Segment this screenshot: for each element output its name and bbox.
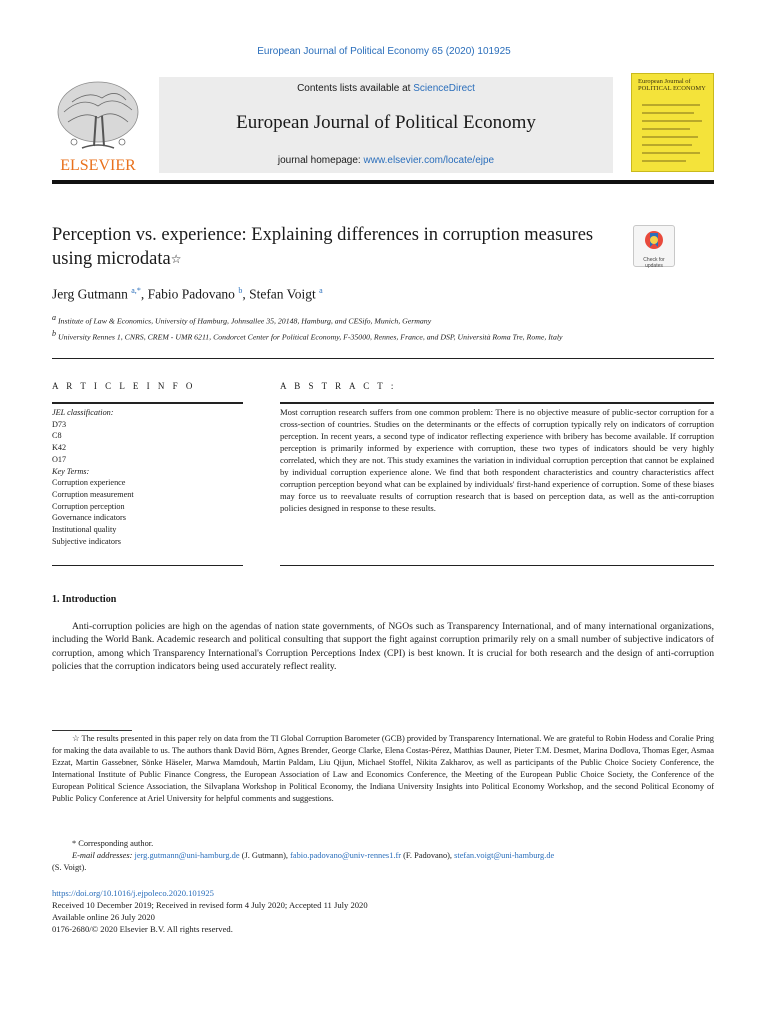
elsevier-logo (52, 76, 144, 176)
correspondence-block (52, 838, 714, 874)
copyright-line: 0176-2680/© 2020 Elsevier B.V. All rights reserved. (52, 924, 233, 934)
corresponding-author-marker[interactable]: * (136, 286, 141, 295)
keywords-label: Key Terms: (52, 466, 90, 476)
author-affiliation-marker[interactable]: a, (131, 286, 137, 295)
journal-homepage-link[interactable]: www.elsevier.com/locate/ejpe (363, 155, 495, 166)
sciencedirect-link[interactable]: ScienceDirect (413, 83, 475, 94)
affiliation-text: University Rennes 1, CNRS, CREM - UMR 6211, Condorcet Center for Political Economy, F-35000, Rennes, France, and DSP, Università Roma Tre, Rome, Italy (57, 332, 563, 342)
abstract-rule (280, 402, 714, 404)
cover-title: European Journal of POLITICAL ECONOMY (638, 78, 706, 92)
author-name[interactable]: Fabio Padovano (147, 286, 235, 302)
author-affiliation-marker[interactable]: b (238, 286, 243, 295)
jel-code: K42 (52, 443, 67, 453)
received-dates: Received 10 December 2019; Received in revised form 4 July 2020; Accepted 11 July 2020 (52, 900, 368, 910)
email-owner: (F. Padovano), (401, 851, 455, 860)
title-footnote-star[interactable]: ☆ (170, 252, 182, 266)
introduction-heading: 1. Introduction (52, 594, 117, 605)
doi-link[interactable]: https://doi.org/10.1016/j.ejpoleco.2020.101925 (52, 888, 214, 898)
contents-available-line (159, 83, 613, 94)
author-list: Jerg Gutmann $^{a,*}$, Fabio Padovano $^b$, Stefan Voigt $^a$ (52, 286, 323, 302)
journal-header (159, 77, 613, 173)
article-info-label: A R T I C L E I N F O (52, 381, 196, 391)
affiliation-item (52, 312, 612, 328)
keyword[interactable]: Subjective indicators (52, 536, 121, 546)
keyword[interactable]: Corruption experience (52, 478, 126, 488)
affiliation-key: b (52, 328, 56, 338)
journal-title: European Journal of Political Economy (236, 112, 536, 133)
keyword[interactable]: Institutional quality (52, 525, 117, 535)
author-name[interactable]: Stefan Voigt (249, 286, 316, 302)
keyword[interactable]: Governance indicators (52, 513, 126, 523)
article-info-rule (52, 402, 243, 404)
available-online: Available online 26 July 2020 (52, 912, 155, 922)
corresponding-author-note: * Corresponding author. (72, 839, 154, 848)
affiliations (52, 312, 612, 343)
email-link-voigt[interactable]: stefan.voigt@uni-hamburg.de (454, 851, 555, 860)
article-info (52, 407, 247, 547)
jel-code: O17 (52, 454, 67, 464)
author-affiliation-marker[interactable]: a (319, 286, 323, 295)
keyword[interactable]: Corruption measurement (52, 489, 134, 499)
article-info-bottom-rule (52, 565, 243, 566)
affiliation-text: Institute of Law & Economics, University of Hamburg, Johnsallee 35, 20148, Hamburg, and CESifo, Munich, Germany (57, 316, 432, 326)
homepage-prefix: journal homepage: (277, 155, 364, 166)
abstract-text: Most corruption research suffers from one common problem: There is no objective measure of public-sector corruption for a cross-section of countries. Studies on the determinants or the effects of corruption typically rely on indicators of corruption perception. In recent years, a second type of indicator reflecting experience with bribery has become available. If corruption perception is primarily informed by experience with corruption, these two types of indicators should be very highly correlated, which they are not. This study examines the variation in individual corruption perception that cannot be explained by individual corruption experience alone. We find that both respondent characteristics and country characteristics affect corruption perception beyond what can be explained by individuals' first-hand experience of corruption. Some of these biases may force us to reevaluate results of corruption research that is based on perception data, as well as the anti-corruption policies designed in response to these results. (280, 407, 714, 513)
email-link-padovano[interactable]: fabio.padovano@univ-rennes1.fr (290, 851, 402, 860)
title-footnote (52, 733, 714, 805)
check-updates-label: Check for updates (643, 257, 665, 269)
jel-code: C8 (52, 431, 62, 441)
contents-prefix: Contents lists available at (297, 83, 414, 94)
journal-homepage-line (159, 155, 613, 166)
footnote-rule (52, 730, 132, 731)
email-line (52, 850, 714, 862)
journal-citation-link[interactable]: European Journal of Political Economy 65 (2020) 101925 (257, 46, 511, 57)
jel-code: D73 (52, 419, 67, 429)
affiliation-item (52, 328, 612, 344)
abstract-label: A B S T R A C T : (280, 381, 397, 391)
check-for-updates-button[interactable] (633, 225, 675, 267)
author-name[interactable]: Jerg Gutmann (52, 286, 128, 302)
journal-cover-image[interactable] (631, 73, 714, 172)
elsevier-tree-icon (52, 76, 144, 176)
email-owner-last: (S. Voigt). (52, 863, 87, 872)
elsevier-wordmark: ELSEVIER (60, 157, 136, 174)
paper-title (52, 223, 612, 271)
check-updates-icon (643, 229, 665, 253)
affiliation-key: a (52, 313, 56, 322)
footnote-text: The results presented in this paper rely on data from the TI Global Corruption Barometer (GCB) provided by Transparency International. We are grateful to Robin Hodess and Coralie Pring for making the data available to us. The authors thank David Börn, Agnes Brender, George Clarke, Elena Costas-Pérez, Matthias Dauner, Pieter T.M. Desmet, Marina Dodlova, Thomas Eger, Asmaa Ezzat, Martin Gassebner, Sönke Häseler, Marwa Mamdouh, Martin Paldam, Liu Qijun, Michael Stoffel, Nikita Zakharov, as well as participants of the Public Choice Society Conference, the International Institute of Public Finance Congress, the European Association of Law and Economics Conference, the Meeting of the European Public Choice Society, the Conference of the European Political Science Association, the Silvaplana Workshop in Political Economy, the Indiana University Insights into Political Economy Workshop, and the second Political Economy of Public Policy Conference at Ariel University for helpful comments and suggestions. (52, 734, 714, 803)
keyword[interactable]: Corruption perception (52, 501, 125, 511)
section-rule (52, 358, 714, 359)
email-owner: (J. Gutmann), (239, 851, 291, 860)
email-label: E-mail addresses: (72, 851, 135, 860)
header-rule (52, 180, 714, 184)
email-link-gutmann[interactable]: jerg.gutmann@uni-hamburg.de (134, 851, 240, 860)
abstract-bottom-rule (280, 565, 714, 566)
footnote-star: ☆ (72, 734, 80, 743)
publication-info (52, 887, 368, 935)
paper-title-text: Perception vs. experience: Explaining differences in corruption measures using microdata (52, 225, 594, 269)
jel-classification-label: JEL classification: (52, 408, 114, 417)
introduction-paragraph: Anti-corruption policies are high on the agendas of nation state governments, of NGOs such as Transparency International, and of many international organizations, including the World Bank. Academic research and political consulting that support the fight against corruption primarily rely on a small number of subjective indicators of corruption, among which Transparency International's Corruption Perceptions Index (CPI) is best known. It is crucial for both research and the design of anti-corruption policies that the corruption indicators being used accurately reflect reality. (52, 621, 714, 672)
